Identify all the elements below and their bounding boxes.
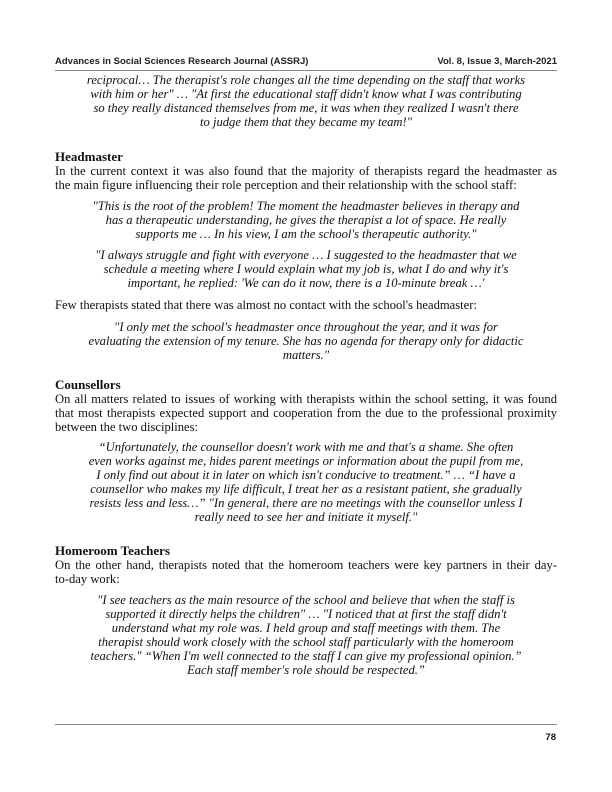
quote-line: "This is the root of the problem! The moment the headmaster believes in therapy and xyxy=(92,199,520,213)
headmaster-intro xyxy=(55,164,557,192)
counsellors-quote xyxy=(55,440,557,524)
quote-line: even works against me, hides parent meetings or information about the pupil from me, xyxy=(88,454,524,468)
quote-line: schedule a meeting where I would explain what my job is, what I do and why it's xyxy=(103,262,509,276)
quote-line: to judge them that they became my team!" xyxy=(200,115,412,129)
quote-line: Each staff member's role should be respected.” xyxy=(187,663,425,677)
header-rule xyxy=(55,70,557,71)
quote-line: important, he replied: 'We can do it now, there is a 10-minute break …' xyxy=(127,276,485,290)
para-line: to-day work: xyxy=(55,572,120,586)
quote-line: really need to see her and initiate it myself." xyxy=(194,510,418,524)
quote-line: resists less and less…” "In general, there are no meetings with the counsellor unless I xyxy=(89,496,523,510)
quote-line: with him or her" … "At first the educational staff didn't know what I was contributing xyxy=(90,87,522,101)
headmaster-para-2: Few therapists stated that there was almost no contact with the school's headmaster: xyxy=(55,298,477,312)
footer-rule xyxy=(55,724,557,725)
heading-homeroom-teachers: Homeroom Teachers xyxy=(55,543,170,558)
quote-line: has a therapeutic understanding, he gives the therapist a lot of space. He really xyxy=(105,213,507,227)
quote-line: supports me … In his view, I am the school's therapeutic authority." xyxy=(135,227,477,241)
quote-line: teachers." “When I'm well connected to the staff I can give my professional opinion.” xyxy=(90,649,522,663)
quote-line: I only find out about it in later on which isn't conducive to treatment.” … “I have a xyxy=(96,468,516,482)
quote-line: reciprocal… The therapist's role changes all the time depending on the staff that works xyxy=(86,73,526,87)
para-line: On all matters related to issues of working with therapists within the school setting, it was found xyxy=(55,392,557,406)
quote-line: "I always struggle and fight with everyone … I suggested to the headmaster that we xyxy=(95,248,517,262)
counsellors-intro xyxy=(55,392,557,434)
headmaster-quote-1 xyxy=(55,199,557,241)
quote-line: "I see teachers as the main resource of the school and believe that when the staff is xyxy=(97,593,515,607)
homeroom-quote xyxy=(55,593,557,677)
quote-line: therapist should work closely with the school staff particularly with the homeroom xyxy=(98,635,514,649)
quote-line: matters." xyxy=(282,348,330,362)
para-line: In the current context it was also found that the majority of therapists regard the headmaster as xyxy=(55,164,557,178)
quote-top xyxy=(55,73,557,129)
page-number: 78 xyxy=(545,732,556,743)
quote-line: “Unfortunately, the counsellor doesn't work with me and that's a shame. She often xyxy=(98,440,514,454)
quote-line: understand what my role was. I held group and staff meetings with them. The xyxy=(111,621,501,635)
quote-line: supported it directly helps the children" … "I noticed that at first the staff didn't xyxy=(105,607,507,621)
quote-line: counsellor who makes my life difficult, I treat her as a resistant patient, she gradually xyxy=(90,482,522,496)
journal-title: Advances in Social Sciences Research Journal (ASSRJ) xyxy=(55,56,309,67)
heading-headmaster: Headmaster xyxy=(55,149,123,164)
quote-line: "I only met the school's headmaster once throughout the year, and it was for xyxy=(114,320,498,334)
issue-info: Vol. 8, Issue 3, March-2021 xyxy=(437,56,557,67)
headmaster-quote-2 xyxy=(55,248,557,290)
para-line: On the other hand, therapists noted that the homeroom teachers were key partners in their day- xyxy=(55,558,557,572)
para-line: the main figure influencing their role perception and their relationship with the school staff: xyxy=(55,178,517,192)
heading-counsellors: Counsellors xyxy=(55,377,121,392)
headmaster-quote-3 xyxy=(55,320,557,362)
homeroom-intro xyxy=(55,558,557,586)
quote-line: evaluating the extension of my tenure. She has no agenda for therapy only for didactic xyxy=(88,334,524,348)
quote-line: so they really distanced themselves from me, it was when they realized I wasn't there xyxy=(93,101,519,115)
para-line: between the two disciplines: xyxy=(55,420,199,434)
para-line: that most therapists expected support and cooperation from the due to the professional proximity xyxy=(55,406,557,420)
